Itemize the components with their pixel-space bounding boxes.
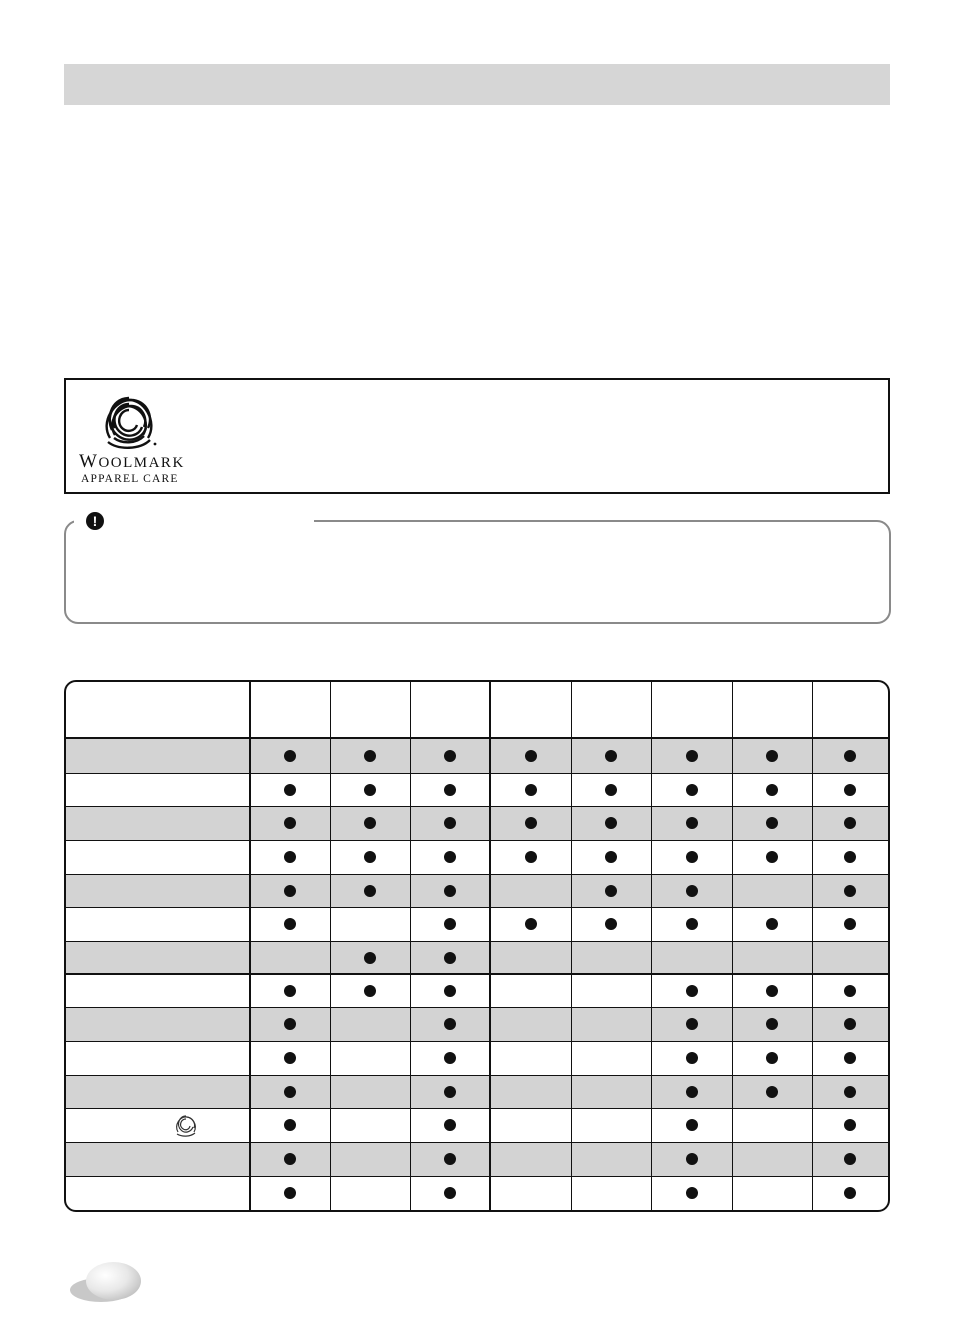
table-cell (490, 1142, 571, 1176)
table-cell (812, 1176, 888, 1210)
table-cell (571, 1176, 651, 1210)
compatibility-dot (284, 851, 296, 863)
compatibility-dot (525, 784, 537, 796)
table-cell (732, 806, 812, 840)
compatibility-dot (364, 784, 376, 796)
header-column-3 (410, 682, 490, 738)
table-cell (651, 874, 732, 907)
row-divider (66, 1007, 888, 1008)
compatibility-dot (444, 918, 456, 930)
table-cell (410, 974, 490, 1007)
table-cell (812, 874, 888, 907)
compatibility-dot (525, 851, 537, 863)
table-cell (490, 941, 571, 974)
header-column-8 (812, 682, 888, 738)
header-column-5 (571, 682, 651, 738)
table-cell (571, 907, 651, 941)
row-label (66, 840, 250, 874)
column-divider (249, 682, 251, 1210)
table-cell (812, 974, 888, 1007)
header-column-2 (330, 682, 410, 738)
compatibility-dot (444, 985, 456, 997)
column-divider (571, 682, 572, 1210)
table-cell (651, 1041, 732, 1075)
row-label (66, 907, 250, 941)
row-label (66, 1176, 250, 1210)
notice-box (64, 520, 891, 624)
table-cell (571, 840, 651, 874)
row-divider (66, 737, 888, 739)
compatibility-dot (844, 985, 856, 997)
row-divider (66, 1142, 888, 1143)
table-cell (410, 840, 490, 874)
compatibility-dot (444, 750, 456, 762)
table-cell (250, 1108, 330, 1142)
table-cell (732, 840, 812, 874)
compatibility-dot (364, 952, 376, 964)
compatibility-dot (364, 851, 376, 863)
compatibility-dot (686, 784, 698, 796)
table-cell (651, 1075, 732, 1108)
header-column-6 (651, 682, 732, 738)
table-cell (812, 840, 888, 874)
table-cell (812, 1041, 888, 1075)
compatibility-dot (844, 1187, 856, 1199)
table-cell (571, 1007, 651, 1041)
compatibility-dot (766, 985, 778, 997)
compatibility-dot (284, 784, 296, 796)
table-cell (250, 874, 330, 907)
compatibility-dot (844, 1119, 856, 1131)
table-cell (250, 974, 330, 1007)
table-cell (812, 1142, 888, 1176)
table-cell (330, 738, 410, 773)
table-cell (330, 874, 410, 907)
compatibility-dot (766, 918, 778, 930)
table-row (66, 941, 888, 974)
table-cell (571, 874, 651, 907)
header-column-7 (732, 682, 812, 738)
compatibility-dot (605, 817, 617, 829)
compatibility-dot (284, 885, 296, 897)
row-divider (66, 907, 888, 908)
table-row (66, 806, 888, 840)
table-cell (490, 1108, 571, 1142)
compatibility-dot (364, 985, 376, 997)
table-cell (651, 773, 732, 806)
column-divider (330, 682, 331, 1210)
compatibility-dot (844, 851, 856, 863)
table-cell (250, 806, 330, 840)
compatibility-dot (686, 1119, 698, 1131)
compatibility-dot (766, 1086, 778, 1098)
table-cell (330, 1176, 410, 1210)
column-divider (410, 682, 411, 1210)
column-divider (732, 682, 733, 1210)
compatibility-dot (525, 750, 537, 762)
table-cell (571, 941, 651, 974)
compatibility-dot (284, 918, 296, 930)
compatibility-dot (284, 1086, 296, 1098)
table-cell (330, 773, 410, 806)
page-number-badge (86, 1262, 141, 1300)
table-cell (812, 773, 888, 806)
compatibility-dot (844, 1052, 856, 1064)
compatibility-dot (766, 1052, 778, 1064)
column-divider (812, 682, 813, 1210)
compatibility-dot (686, 1187, 698, 1199)
section-header-band (64, 64, 890, 105)
compatibility-dot (284, 817, 296, 829)
exclamation-icon: ! (86, 512, 104, 530)
table-cell (812, 941, 888, 974)
compatibility-dot (444, 1187, 456, 1199)
compatibility-dot (444, 1052, 456, 1064)
woolmark-logo (96, 388, 162, 452)
table-cell (410, 1176, 490, 1210)
table-cell (732, 874, 812, 907)
table-cell (250, 1142, 330, 1176)
table-cell (732, 773, 812, 806)
row-divider (66, 1108, 888, 1109)
table-cell (250, 907, 330, 941)
row-label (66, 1041, 250, 1075)
table-cell (410, 874, 490, 907)
compatibility-dot (686, 1018, 698, 1030)
program-table (64, 680, 890, 1212)
table-row (66, 1075, 888, 1108)
table-cell (250, 1176, 330, 1210)
compatibility-dot (686, 851, 698, 863)
table-cell (812, 907, 888, 941)
compatibility-dot (284, 1018, 296, 1030)
row-divider (66, 1075, 888, 1076)
table-cell (330, 1075, 410, 1108)
compatibility-dot (686, 918, 698, 930)
compatibility-dot (605, 918, 617, 930)
table-cell (250, 738, 330, 773)
table-cell (651, 806, 732, 840)
table-row (66, 1007, 888, 1041)
column-divider (651, 682, 652, 1210)
compatibility-dot (284, 1187, 296, 1199)
table-cell (330, 974, 410, 1007)
table-cell (732, 1075, 812, 1108)
table-cell (651, 840, 732, 874)
compatibility-dot (444, 1119, 456, 1131)
table-cell (330, 1142, 410, 1176)
compatibility-dot (525, 918, 537, 930)
table-cell (490, 874, 571, 907)
compatibility-dot (605, 750, 617, 762)
table-cell (732, 941, 812, 974)
compatibility-dot (284, 1119, 296, 1131)
compatibility-dot (844, 750, 856, 762)
table-cell (651, 941, 732, 974)
compatibility-dot (766, 851, 778, 863)
compatibility-dot (605, 885, 617, 897)
table-cell (490, 773, 571, 806)
woolmark-subtitle: APPAREL CARE (81, 473, 179, 485)
table-cell (490, 738, 571, 773)
compatibility-dot (444, 885, 456, 897)
compatibility-dot (605, 784, 617, 796)
table-cell (651, 1007, 732, 1041)
table-cell (330, 941, 410, 974)
header-column-1 (250, 682, 330, 738)
table-cell (812, 806, 888, 840)
table-cell (812, 1108, 888, 1142)
row-label (66, 1142, 250, 1176)
row-label (66, 806, 250, 840)
table-cell (571, 1142, 651, 1176)
notice-title-gap (74, 512, 314, 528)
compatibility-dot (605, 851, 617, 863)
compatibility-dot (284, 985, 296, 997)
table-cell (732, 738, 812, 773)
table-cell (490, 806, 571, 840)
table-cell (571, 1041, 651, 1075)
table-cell (490, 840, 571, 874)
table-cell (410, 1041, 490, 1075)
table-cell (490, 1041, 571, 1075)
compatibility-dot (844, 1018, 856, 1030)
table-row (66, 1108, 888, 1142)
table-header-row (66, 682, 888, 738)
table-cell (651, 1176, 732, 1210)
table-cell (250, 1075, 330, 1108)
table-cell (250, 1041, 330, 1075)
column-divider (489, 682, 491, 1210)
compatibility-dot (766, 750, 778, 762)
table-cell (812, 738, 888, 773)
table-row (66, 907, 888, 941)
table-cell (410, 907, 490, 941)
compatibility-dot (364, 885, 376, 897)
compatibility-dot (284, 1052, 296, 1064)
row-label (66, 874, 250, 907)
row-label (66, 941, 250, 974)
table-cell (250, 1007, 330, 1041)
table-cell (732, 1142, 812, 1176)
compatibility-dot (844, 784, 856, 796)
table-cell (651, 974, 732, 1007)
compatibility-dot (844, 817, 856, 829)
woolmark-info-box (64, 378, 890, 494)
woolmark-icon (173, 1112, 199, 1138)
compatibility-dot (284, 1153, 296, 1165)
table-cell (490, 974, 571, 1007)
table-cell (410, 806, 490, 840)
table-cell (490, 1007, 571, 1041)
row-divider (66, 874, 888, 875)
table-cell (410, 1142, 490, 1176)
compatibility-dot (364, 817, 376, 829)
compatibility-dot (844, 885, 856, 897)
row-label (66, 738, 250, 773)
table-cell (410, 773, 490, 806)
compatibility-dot (444, 952, 456, 964)
table-cell (812, 1007, 888, 1041)
compatibility-dot (686, 750, 698, 762)
table-cell (330, 1007, 410, 1041)
compatibility-dot (444, 1086, 456, 1098)
table-cell (330, 907, 410, 941)
compatibility-dot (844, 1086, 856, 1098)
table-cell (651, 907, 732, 941)
row-label (66, 974, 250, 1007)
row-divider (66, 1176, 888, 1177)
compatibility-dot (525, 817, 537, 829)
compatibility-dot (844, 1153, 856, 1165)
table-cell (410, 1108, 490, 1142)
compatibility-dot (444, 784, 456, 796)
table-cell (571, 773, 651, 806)
table-cell (490, 907, 571, 941)
table-cell (651, 738, 732, 773)
compatibility-dot (766, 817, 778, 829)
compatibility-dot (364, 750, 376, 762)
table-cell (732, 1176, 812, 1210)
table-cell (330, 1108, 410, 1142)
table-cell (651, 1108, 732, 1142)
compatibility-dot (766, 1018, 778, 1030)
compatibility-dot (686, 985, 698, 997)
compatibility-dot (444, 1018, 456, 1030)
row-divider (66, 773, 888, 774)
row-divider (66, 973, 888, 975)
table-cell (250, 773, 330, 806)
compatibility-dot (444, 1153, 456, 1165)
table-cell (330, 806, 410, 840)
table-cell (571, 806, 651, 840)
table-row (66, 874, 888, 907)
table-cell (732, 1108, 812, 1142)
row-divider (66, 840, 888, 841)
table-cell (410, 738, 490, 773)
header-label-cell (66, 682, 250, 738)
compatibility-dot (686, 1086, 698, 1098)
table-cell (732, 1041, 812, 1075)
table-cell (410, 941, 490, 974)
row-divider (66, 1041, 888, 1042)
table-cell (250, 941, 330, 974)
compatibility-dot (284, 750, 296, 762)
table-row (66, 840, 888, 874)
table-row (66, 773, 888, 806)
woolmark-title: WOOLMARK (79, 451, 185, 472)
row-label (66, 1075, 250, 1108)
table-cell (651, 1142, 732, 1176)
table-row (66, 1176, 888, 1210)
table-cell (250, 840, 330, 874)
table-cell (732, 1007, 812, 1041)
table-cell (571, 1108, 651, 1142)
table-row (66, 974, 888, 1007)
row-label (66, 1108, 250, 1142)
compatibility-dot (844, 918, 856, 930)
compatibility-dot (766, 784, 778, 796)
table-row (66, 1142, 888, 1176)
table-cell (732, 974, 812, 1007)
row-label (66, 1007, 250, 1041)
table-cell (490, 1075, 571, 1108)
compatibility-dot (444, 817, 456, 829)
table-cell (330, 840, 410, 874)
table-cell (330, 1041, 410, 1075)
table-cell (732, 907, 812, 941)
compatibility-dot (686, 1052, 698, 1064)
table-cell (571, 1075, 651, 1108)
table-cell (490, 1176, 571, 1210)
row-divider (66, 941, 888, 942)
row-label (66, 773, 250, 806)
table-cell (571, 974, 651, 1007)
compatibility-dot (686, 1153, 698, 1165)
table-cell (571, 738, 651, 773)
table-row (66, 1041, 888, 1075)
compatibility-dot (686, 885, 698, 897)
table-cell (410, 1075, 490, 1108)
compatibility-dot (444, 851, 456, 863)
header-column-4 (490, 682, 571, 738)
compatibility-dot (686, 817, 698, 829)
table-cell (410, 1007, 490, 1041)
table-cell (812, 1075, 888, 1108)
row-divider (66, 806, 888, 807)
table-row (66, 738, 888, 773)
